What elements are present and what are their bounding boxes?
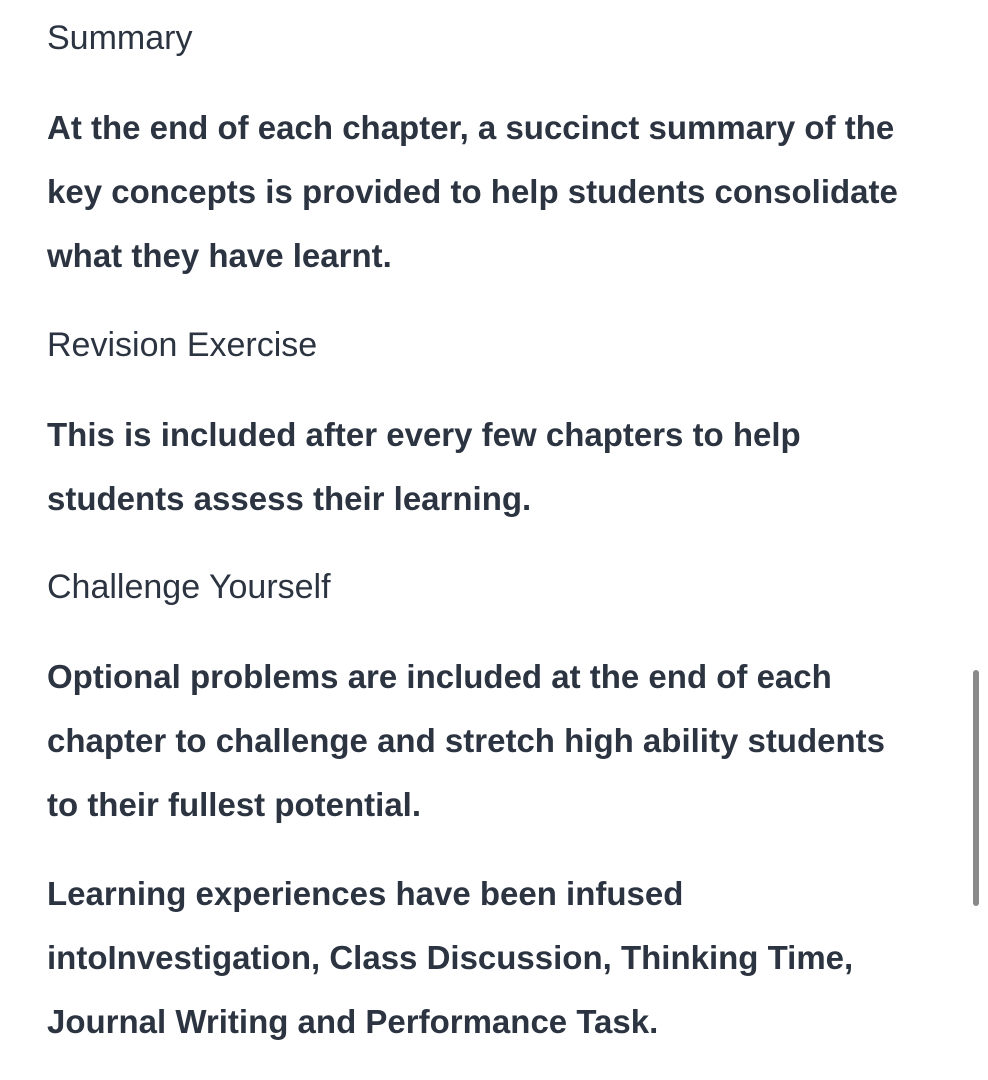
section-heading-revision-exercise: Revision Exercise [47, 326, 318, 364]
paragraph-line: At the end of each chapter, a succinct summary of the [47, 109, 895, 146]
section-paragraph-revision-exercise [47, 403, 947, 531]
paragraph-line: key concepts is provided to help students consolidate [47, 173, 898, 210]
section-paragraph-challenge-yourself [47, 645, 947, 837]
paragraph-line: to their fullest potential. [47, 786, 422, 823]
closing-paragraph [47, 862, 947, 1054]
paragraph-line: intoInvestigation, Class Discussion, Thinking Time, [47, 939, 854, 976]
vertical-scrollbar[interactable] [970, 660, 982, 920]
section-heading-summary: Summary [47, 19, 193, 57]
paragraph-line: what they have learnt. [47, 237, 392, 274]
paragraph-line: chapter to challenge and stretch high ability students [47, 722, 885, 759]
paragraph-line: This is included after every few chapters to help [47, 416, 801, 453]
paragraph-line: Optional problems are included at the end of each [47, 658, 832, 695]
section-paragraph-summary [47, 96, 947, 288]
scrollbar-thumb[interactable] [973, 670, 979, 906]
section-heading-challenge-yourself: Challenge Yourself [47, 568, 331, 606]
paragraph-line: Journal Writing and Performance Task. [47, 1003, 659, 1040]
paragraph-line: students assess their learning. [47, 480, 532, 517]
paragraph-line: Learning experiences have been infused [47, 875, 684, 912]
